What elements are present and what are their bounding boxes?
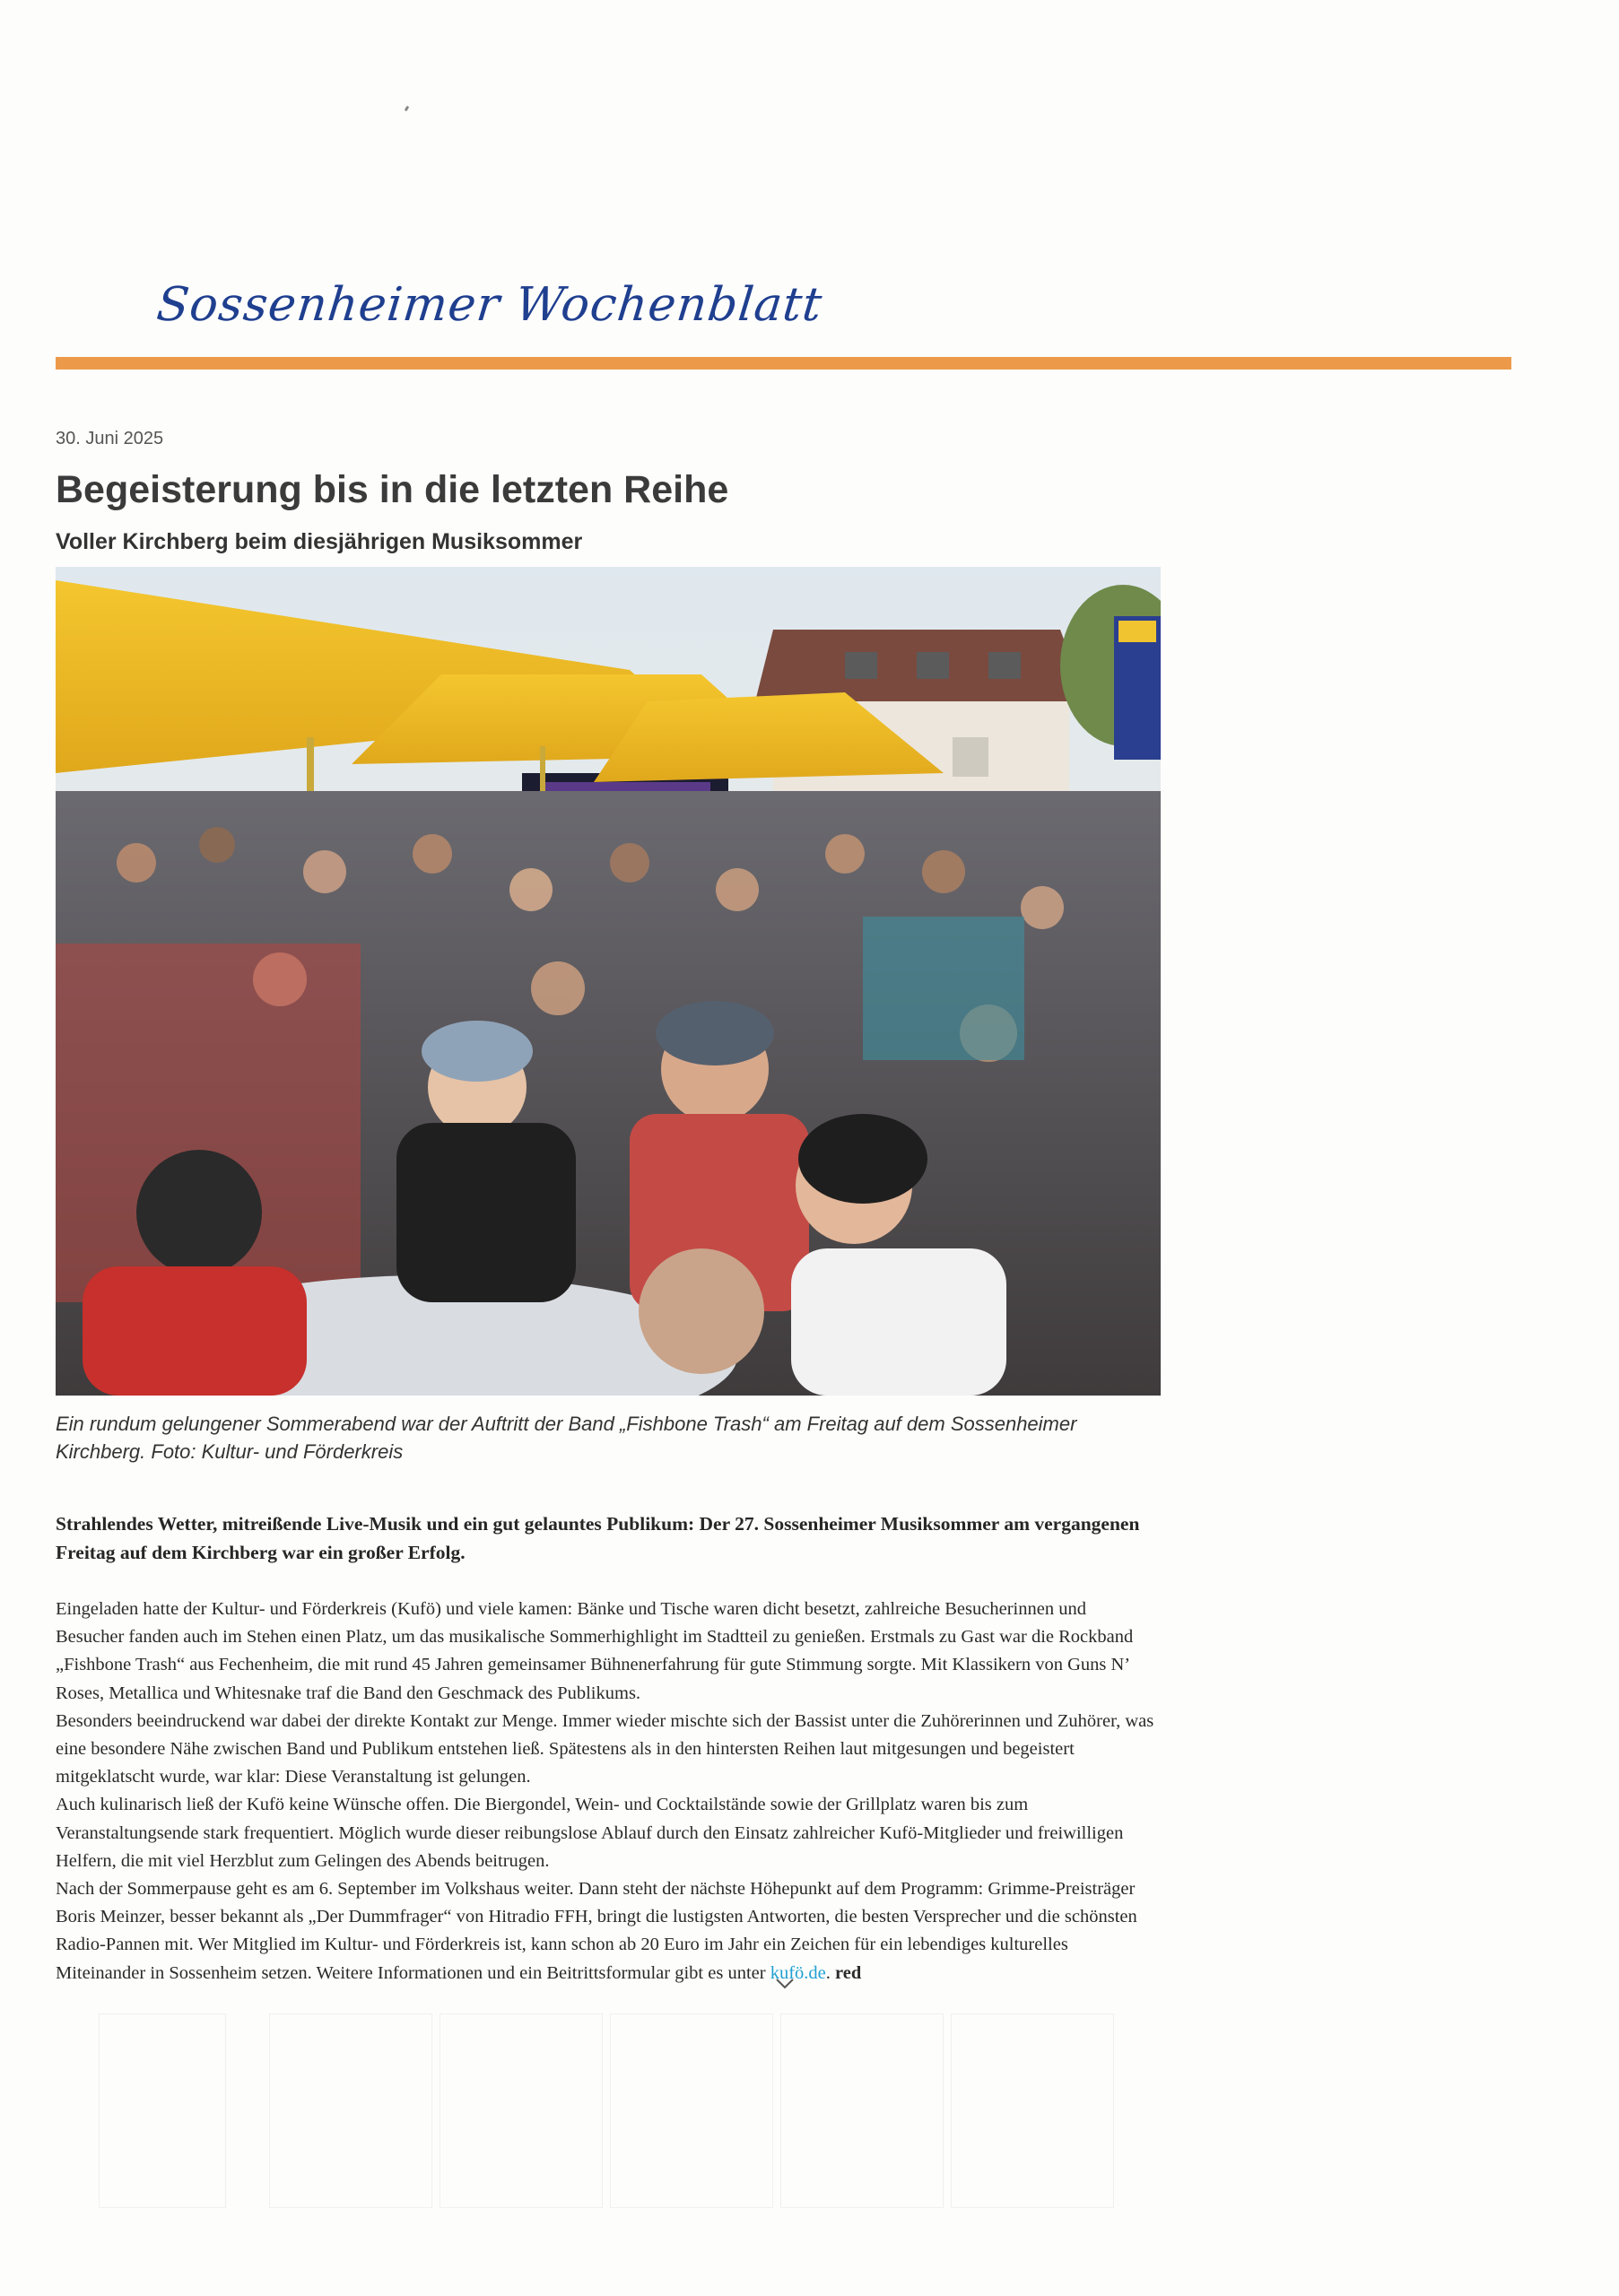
author-signature: red <box>835 1962 862 1983</box>
chevron-down-icon[interactable] <box>775 1977 795 1991</box>
faint-scan-box <box>610 2013 773 2208</box>
faint-scan-box <box>99 2013 226 2208</box>
faint-scan-box <box>440 2013 603 2208</box>
body-paragraph: Eingeladen hatte der Kultur- und Förderkreis (Kufö) und viele kamen: Bänke und Tische waren dicht besetzt, zahlreiche Besucherinnen und Besucher fanden auch im Stehen einen Platz, um das musikalische Sommerhighlight im Stadtteil zu genießen. Erstmals zu Gast war die Rockband „Fishbone Trash“ aus Fechenheim, die mit rund 45 Jahren gemeinsamer Bühnenerfahrung für gute Stimmung sorgte. Mit Klassikern von Guns N’ Roses, Metallica und Whitesnake traf die Band den Geschmack des Publikums. <box>56 1599 1134 1703</box>
body-paragraph: Besonders beeindruckend war dabei der direkte Kontakt zur Menge. Immer wieder mischte sich der Bassist unter die Zuhörerinnen und Zuhörer, was eine besondere Nähe zwischen Band und Publikum entstehen ließ. Spätestens als in den hintersten Reihen laut mitgesungen und begeistert mitgeklatscht wurde, war klar: Diese Veranstaltung ist gelungen. <box>56 1710 1154 1787</box>
faint-scan-box <box>951 2013 1114 2208</box>
faint-scan-box <box>780 2013 944 2208</box>
link-suffix: . <box>825 1962 836 1983</box>
masthead-handwritten: Sossenheimer Wochenblatt <box>153 278 825 332</box>
scan-speck <box>405 106 410 112</box>
article-headline: Begeisterung bis in die letzten Reihe <box>56 468 729 511</box>
body-paragraph: Auch kulinarisch ließ der Kufö keine Wünsche offen. Die Biergondel, Wein- und Cocktailstände sowie der Grillplatz waren bis zum Veranstaltungsende stark frequentiert. Möglich wurde dieser reibungslose Ablauf durch den Einsatz zahlreicher Kufö-Mitglieder und freiwilligen Helfern, die mit viel Herzblut zum Gelingen des Abends beitrugen. <box>56 1795 1124 1871</box>
article-body <box>56 1596 1157 1987</box>
photo-caption: Ein rundum gelungener Sommerabend war der Auftritt der Band „Fishbone Trash“ am Freitag auf dem Sossenheimer Kirchberg. Foto: Kultur- und Förderkreis <box>56 1413 1077 1463</box>
article-photo <box>56 567 1161 1396</box>
kufoe-link[interactable]: kufö.de <box>770 1962 826 1983</box>
article-subheadline: Voller Kirchberg beim diesjährigen Musiksommer <box>56 529 583 554</box>
article-lead: Strahlendes Wetter, mitreißende Live-Musik und ein gut gelauntes Publikum: Der 27. Sossenheimer Musiksommer am vergangenen Freitag auf dem Kirchberg war ein großer Erfolg. <box>56 1513 1140 1563</box>
masthead-rule <box>56 357 1511 370</box>
final-paragraph-text: Nach der Sommerpause geht es am 6. September im Volkshaus weiter. Dann steht der nächste Höhepunkt auf dem Programm: Grimme-Preisträger Boris Meinzer, besser bekannt als „Der Dummfrager“ von Hitradio FFH, bringt die lustigsten Antworten, die besten Versprecher und die schönsten Radio-Pannen mit. Wer Mitglied im Kultur- und Förderkreis ist, kann schon ab 20 Euro im Jahr ein Zeichen für ein lebendiges kulturelles Miteinander in Sossenheim setzen. Weitere Informationen und ein Beitrittsformular gibt es unter <box>56 1879 1137 1983</box>
body-paragraph-final <box>56 1875 1157 1987</box>
faint-scan-box <box>269 2013 432 2208</box>
article-date: 30. Juni 2025 <box>56 429 164 448</box>
